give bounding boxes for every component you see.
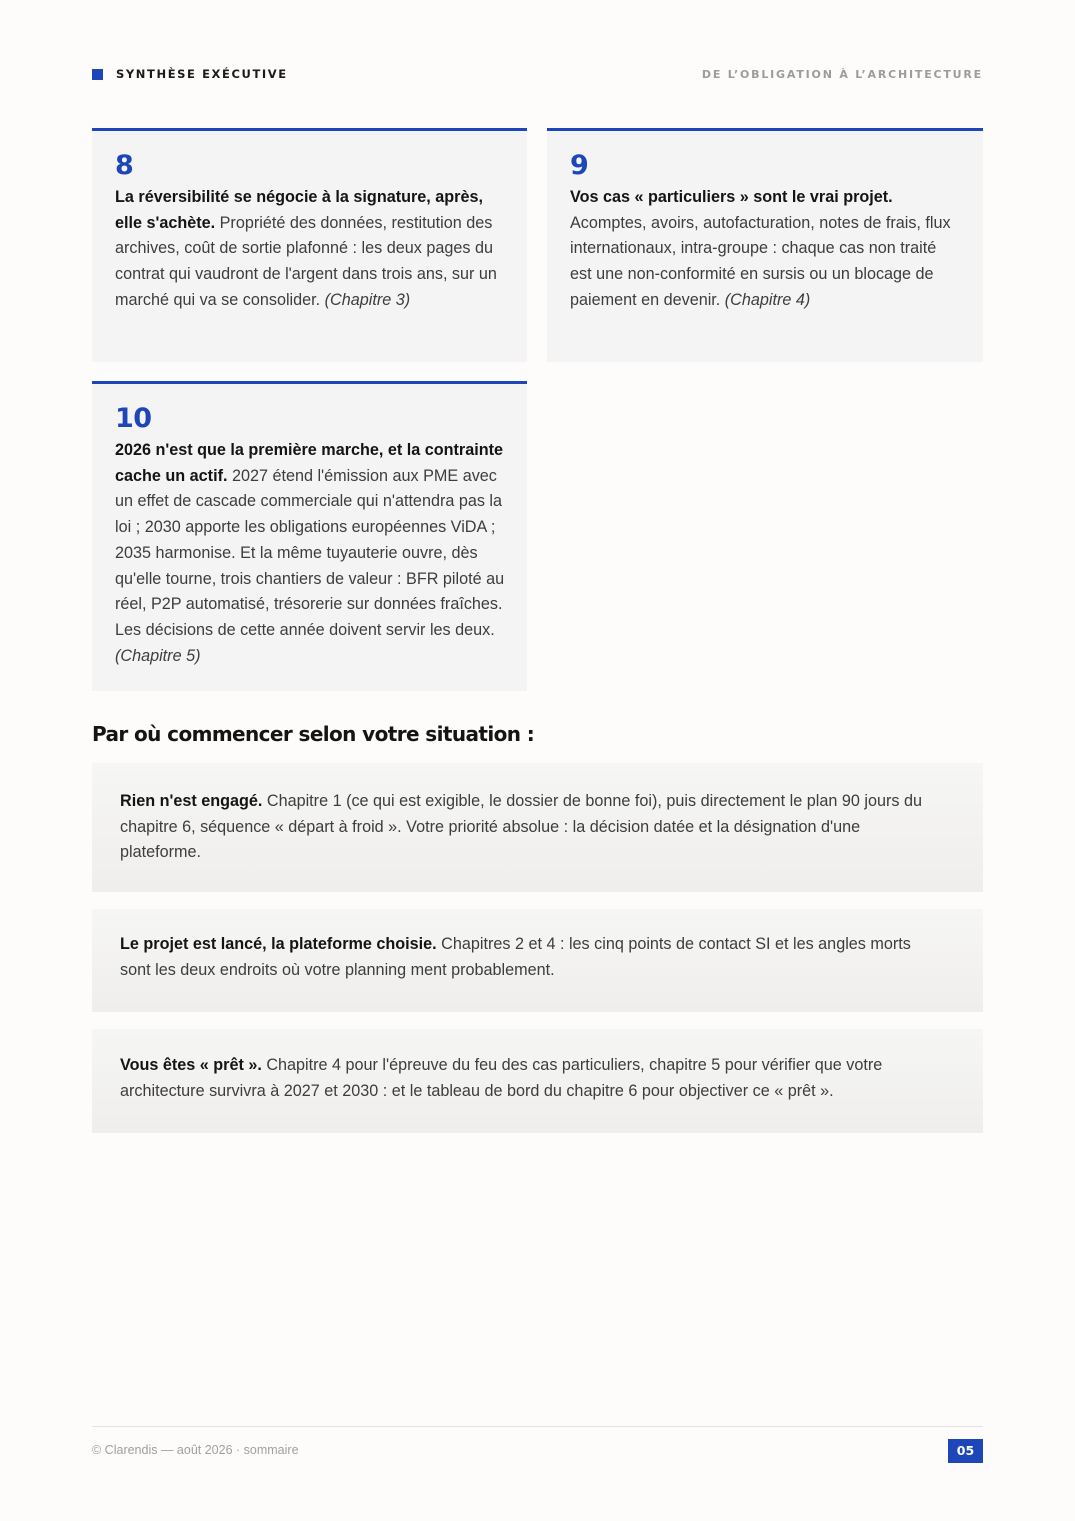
situation-body: Chapitre 4 pour l'épreuve du feu des cas particuliers, chapitre 5 pour vérifier que votre architecture survivra à 2027 et 2030 : et le tableau de bord du chapitre 6 pour objectiver ce « prêt ».	[120, 1056, 883, 1100]
running-header	[92, 66, 983, 82]
situation-block-project-launched	[92, 909, 983, 1012]
key-point-number: 10	[115, 403, 152, 434]
key-point-body: Acomptes, avoirs, autofacturation, notes de frais, flux internationaux, intra-groupe : chaque cas non traité est une non-conformité en sursis ou un blocage de paiement en devenir.	[570, 213, 951, 309]
page-number-badge: 05	[948, 1439, 983, 1463]
key-point-number: 9	[570, 150, 589, 181]
situation-block-not-started	[92, 763, 983, 892]
situation-body: Chapitre 1 (ce qui est exigible, le dossier de bonne foi), puis directement le plan 90 jours du chapitre 6, séquence « départ à froid ». Votre priorité absolue : la décision datée et la désignation d'une plateforme.	[120, 792, 922, 862]
situation-lead: Rien n'est engagé.	[120, 792, 263, 810]
key-point-text	[570, 185, 961, 314]
key-point-text	[115, 185, 505, 314]
section-heading: Par où commencer selon votre situation :	[92, 722, 535, 746]
situation-body: Chapitres 2 et 4 : les cinq points de contact SI et les angles morts sont les deux endroits où votre planning ment probablement.	[120, 935, 911, 979]
key-point-lead: 2026 n'est que la première marche, et la contrainte cache un actif.	[115, 441, 504, 485]
key-point-card-9	[547, 128, 983, 362]
chapter-reference: (Chapitre 5)	[115, 646, 201, 665]
key-point-body: Propriété des données, restitution des archives, coût de sortie plafonné : les deux pages du contrat qui vaudront de l'argent dans trois ans, sur un marché qui va se consolider.	[115, 213, 497, 309]
chapter-reference: (Chapitre 3)	[324, 290, 411, 309]
key-point-text	[115, 438, 505, 669]
key-point-card-10	[92, 381, 527, 691]
footer-copyright: © Clarendis — août 2026 · sommaire	[92, 1443, 299, 1457]
situation-lead: Le projet est lancé, la plateforme choisie.	[120, 935, 437, 953]
section-label: SYNTHÈSE EXÉCUTIVE	[116, 67, 288, 81]
key-point-lead: Vos cas « particuliers » sont le vrai projet.	[570, 188, 893, 206]
chapter-reference: (Chapitre 4)	[724, 290, 811, 309]
key-point-number: 8	[115, 150, 134, 181]
situation-block-ready	[92, 1029, 983, 1133]
key-point-card-8	[92, 128, 527, 362]
situation-lead: Vous êtes « prêt ».	[120, 1056, 262, 1074]
key-point-body: 2027 étend l'émission aux PME avec un effet de cascade commerciale qui n'attendra pas la loi ; 2030 apporte les obligations européennes ViDA ; 2035 harmonise. Et la même tuyauterie ouvre, dès qu'elle tourne, trois chantiers de valeur : BFR piloté au réel, P2P automatisé, trésorerie sur données fraîches. Les décisions de cette année doivent servir les deux.	[115, 466, 505, 639]
footer-divider	[92, 1426, 983, 1427]
document-title: DE L’OBLIGATION À L’ARCHITECTURE	[701, 68, 983, 81]
key-point-lead: La réversibilité se négocie à la signature, après, elle s'achète.	[115, 188, 483, 232]
section-marker-square	[92, 69, 103, 80]
